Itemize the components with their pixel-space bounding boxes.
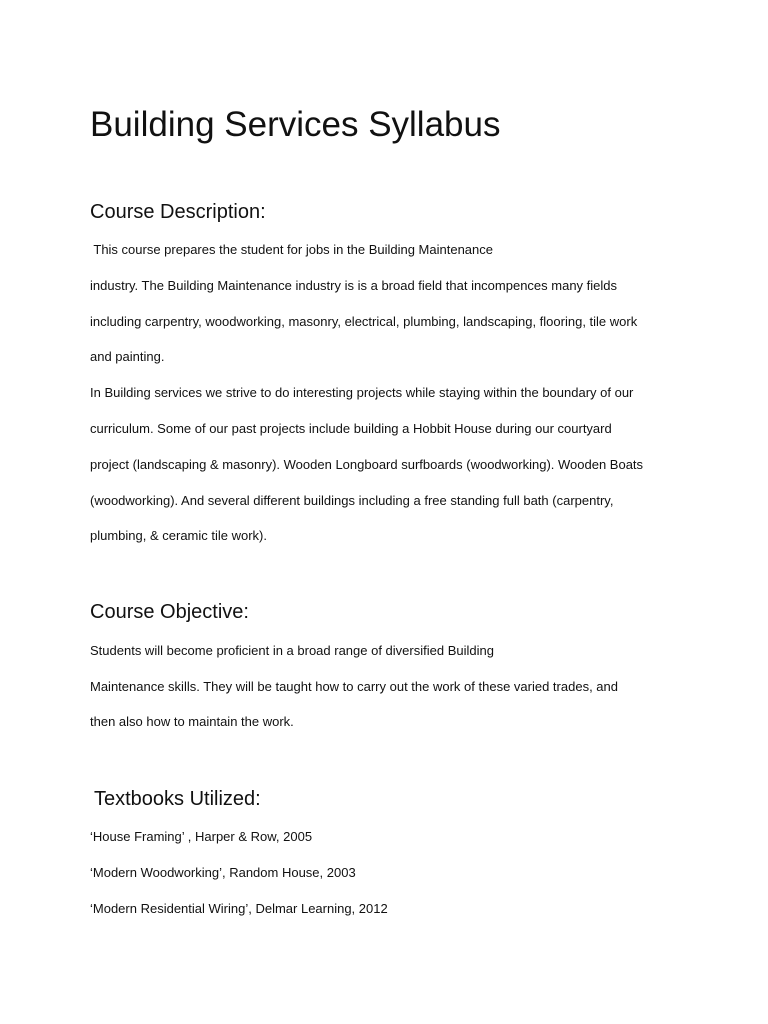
course-description-line: curriculum. Some of our past projects include building a Hobbit House during our courtyard [90, 421, 612, 436]
course-description-line: plumbing, & ceramic tile work). [90, 528, 267, 543]
course-description-heading: Course Description: [90, 201, 266, 223]
textbooks-heading: Textbooks Utilized: [94, 788, 261, 810]
textbook-item: ‘Modern Residential Wiring’, Delmar Learning, 2012 [90, 901, 388, 916]
course-objective-line: Students will become proficient in a broad range of diversified Building [90, 643, 494, 658]
course-objective-line: Maintenance skills. They will be taught how to carry out the work of these varied trades, and [90, 679, 618, 694]
textbook-item: ‘Modern Woodworking’, Random House, 2003 [90, 865, 356, 880]
textbook-item: ‘House Framing’ , Harper & Row, 2005 [90, 829, 313, 844]
course-description-line: project (landscaping & masonry). Wooden Longboard surfboards (woodworking). Wooden Boats [90, 457, 644, 472]
course-objective-line: then also how to maintain the work. [90, 714, 294, 729]
course-objective-heading: Course Objective: [90, 601, 249, 623]
course-description-line: industry. The Building Maintenance industry is is a broad field that incompences many fields [90, 278, 618, 293]
course-description-line: and painting. [90, 349, 165, 364]
course-description-line: In Building services we strive to do interesting projects while staying within the boundary of our [90, 385, 634, 400]
page-title: Building Services Syllabus [90, 105, 501, 144]
course-description-line: (woodworking). And several different buildings including a free standing full bath (carpentry, [90, 493, 614, 508]
course-description-line: This course prepares the student for jobs in the Building Maintenance [90, 242, 493, 257]
course-description-line: including carpentry, woodworking, masonry, electrical, plumbing, landscaping, flooring, tile work [90, 314, 638, 329]
